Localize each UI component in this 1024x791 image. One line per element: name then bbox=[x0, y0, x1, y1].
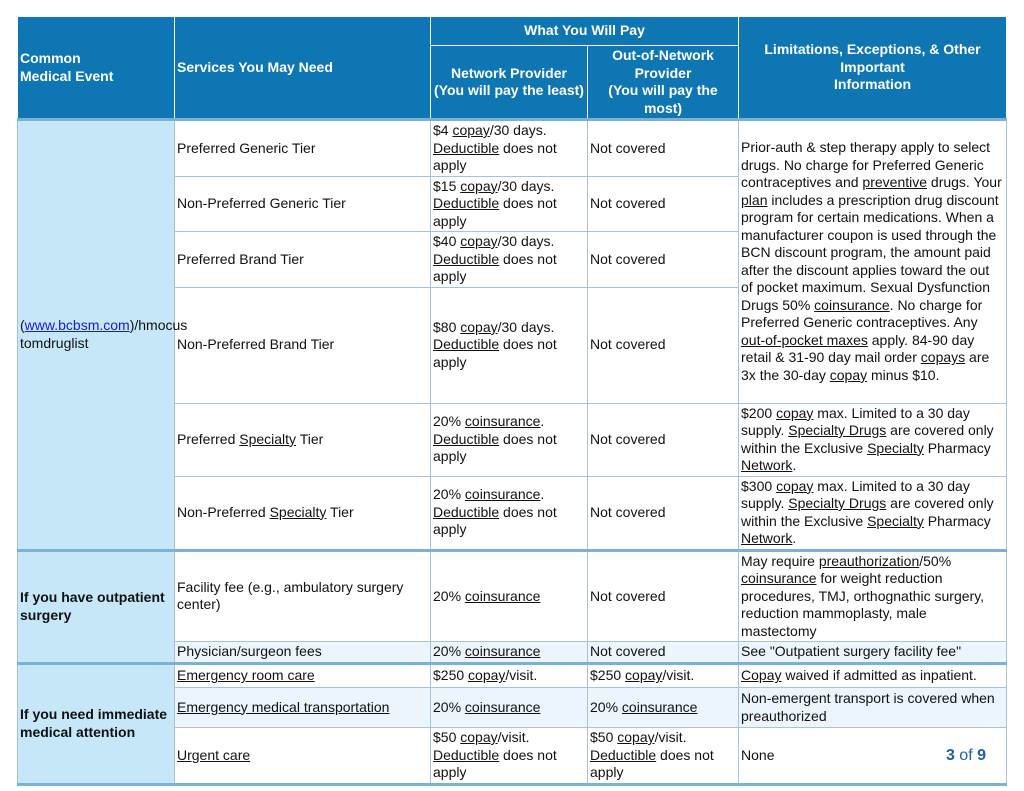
header-limitations: Limitations, Exceptions, & Other Important Information bbox=[739, 17, 1007, 120]
out-network-cell: Not covered bbox=[588, 120, 739, 177]
drug-limitations: Prior-auth & step therapy apply to select drugs. No charge for Preferred Generic contraceptives and preventive drugs. Your plan includes a prescription drug discount program for certain medications. When a manufacturer coupon is used through the BCN discount program, the amount paid after the discount applies toward the out of pocket maximum. Sexual Dysfunction Drugs 50% coinsurance. No charge for Preferred Generic contraceptives. Any out-of-pocket maxes apply. 84-90 day retail & 31-90 day mail order copays are 3x the 30-day copay minus $10. bbox=[739, 120, 1007, 404]
out-network-cell: Not covered bbox=[588, 403, 739, 476]
network-cell: 20% coinsurance bbox=[431, 642, 588, 664]
network-cell: $15 copay/30 days. Deductible does not apply bbox=[431, 176, 588, 232]
specialty-limitations: $200 copay max. Limited to a 30 day supply. Specialty Drugs are covered only within the Exclusive Specialty Pharmacy Network. bbox=[739, 403, 1007, 476]
header-what-you-pay: What You Will Pay bbox=[431, 17, 739, 46]
header-network-provider: Network Provider (You will pay the least) bbox=[431, 46, 588, 120]
service-cell: Emergency medical transportation bbox=[175, 688, 431, 728]
network-cell: 20% coinsurance bbox=[431, 550, 588, 642]
limitations-cell: Copay waived if admitted as inpatient. bbox=[739, 664, 1007, 688]
immediate-group bbox=[18, 664, 1007, 785]
out-network-cell: Not covered bbox=[588, 287, 739, 403]
out-network-cell: $50 copay/visit. Deductible does not apply bbox=[588, 728, 739, 785]
service-cell: Preferred Specialty Tier bbox=[175, 403, 431, 476]
table-row bbox=[18, 120, 1007, 177]
service-cell: Non-Preferred Brand Tier bbox=[175, 287, 431, 403]
specialty-limitations: $300 copay max. Limited to a 30 day supply. Specialty Drugs are covered only within the Exclusive Specialty Pharmacy Network. bbox=[739, 476, 1007, 550]
service-cell: Physician/surgeon fees bbox=[175, 642, 431, 664]
network-cell: $40 copay/30 days. Deductible does not apply bbox=[431, 232, 588, 288]
table-row bbox=[18, 550, 1007, 642]
network-cell: 20% coinsurance bbox=[431, 688, 588, 728]
header-services: Services You May Need bbox=[175, 17, 431, 120]
page-number: 3 of 9 bbox=[945, 747, 986, 764]
outpatient-group bbox=[18, 550, 1007, 664]
out-network-cell: Not covered bbox=[588, 642, 739, 664]
out-network-cell: 20% coinsurance bbox=[588, 688, 739, 728]
limitations-cell: See "Outpatient surgery facility fee" bbox=[739, 642, 1007, 664]
service-cell: Preferred Brand Tier bbox=[175, 232, 431, 288]
coverage-table bbox=[17, 16, 1007, 786]
network-cell: $50 copay/visit. Deductible does not apply bbox=[431, 728, 588, 785]
out-network-cell: Not covered bbox=[588, 550, 739, 642]
network-cell: $4 copay/30 days. Deductible does not apply bbox=[431, 120, 588, 177]
drug-list-event: (www.bcbsm.com)/hmocus tomdruglist bbox=[18, 120, 175, 551]
header-out-of-network: Out-of-Network Provider (You will pay the most) bbox=[588, 46, 739, 120]
service-cell: Non-Preferred Specialty Tier bbox=[175, 476, 431, 550]
network-cell: 20% coinsurance. Deductible does not apply bbox=[431, 403, 588, 476]
limitations-cell: Non-emergent transport is covered when preauthorized bbox=[739, 688, 1007, 728]
out-network-cell: Not covered bbox=[588, 476, 739, 550]
service-cell: Preferred Generic Tier bbox=[175, 120, 431, 177]
service-cell: Urgent care bbox=[175, 728, 431, 785]
out-network-cell: Not covered bbox=[588, 176, 739, 232]
header-common-event: Common Medical Event bbox=[18, 17, 175, 120]
limitations-cell: May require preauthorization/50% coinsurance for weight reduction procedures, TMJ, orthognathic surgery, reduction mammoplasty, male mastectomy bbox=[739, 550, 1007, 642]
table-row bbox=[18, 664, 1007, 688]
network-cell: $250 copay/visit. bbox=[431, 664, 588, 688]
service-cell: Facility fee (e.g., ambulatory surgery center) bbox=[175, 550, 431, 642]
drug-list-link[interactable]: www.bcbsm.com bbox=[24, 317, 130, 334]
limitations-cell: None bbox=[739, 728, 1007, 785]
service-cell: Emergency room care bbox=[175, 664, 431, 688]
immediate-event: If you need immediate medical attention bbox=[18, 664, 175, 785]
drug-group bbox=[18, 120, 1007, 551]
outpatient-event: If you have outpatient surgery bbox=[18, 550, 175, 664]
out-network-cell: Not covered bbox=[588, 232, 739, 288]
network-cell: $80 copay/30 days. Deductible does not apply bbox=[431, 287, 588, 403]
service-cell: Non-Preferred Generic Tier bbox=[175, 176, 431, 232]
network-cell: 20% coinsurance. Deductible does not apply bbox=[431, 476, 588, 550]
out-network-cell: $250 copay/visit. bbox=[588, 664, 739, 688]
